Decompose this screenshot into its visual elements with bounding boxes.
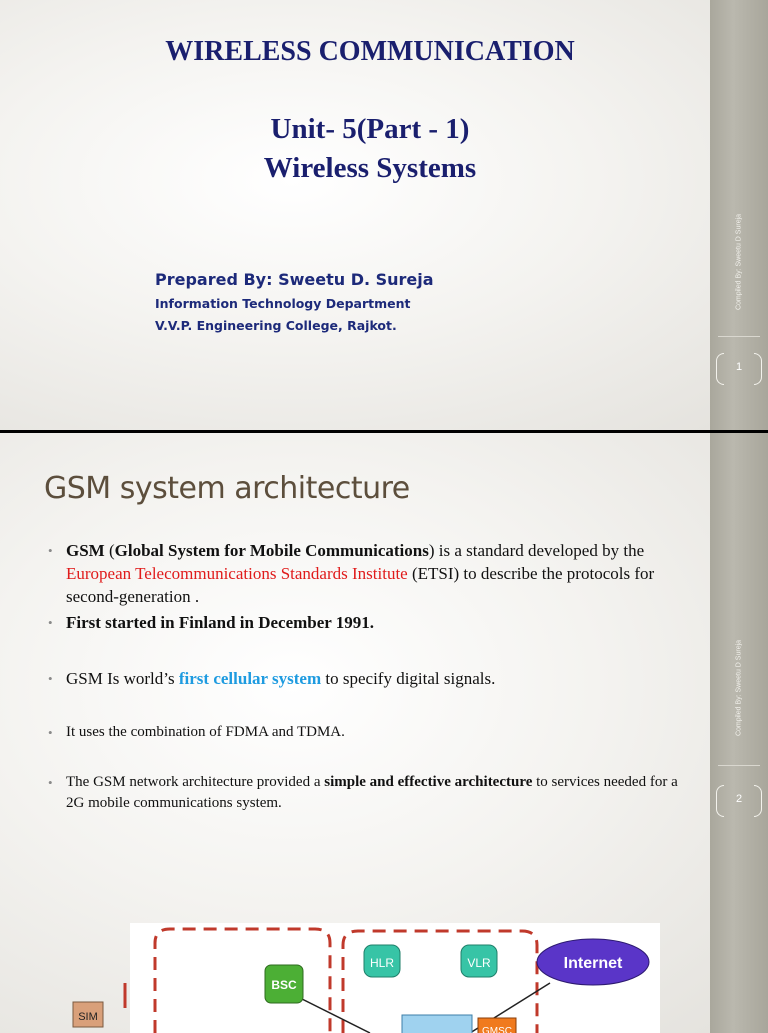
msc-box	[402, 1015, 472, 1033]
slide-sidebar	[710, 433, 768, 1033]
sim-label: SIM	[78, 1011, 98, 1023]
slide-1	[0, 0, 768, 430]
etsi-name: European Telecommunications Standards Institute	[66, 564, 408, 583]
bullet-network-architecture	[48, 772, 678, 814]
gsm-full-name: Global System for Mobile Communications	[114, 541, 429, 560]
definition-text-2: (ETSI) to describe the protocols for second-generation .	[66, 564, 655, 606]
cellular-text-post: to specify digital signals.	[321, 669, 496, 688]
bullet-fdma-tdma	[48, 722, 678, 743]
bullet-gsm-definition	[48, 539, 678, 608]
gmsc-label: GMSC	[482, 1026, 512, 1033]
slide-title: WIRELESS COMMUNICATION	[165, 36, 575, 67]
college: V.V.P. Engineering College, Rajkot.	[155, 318, 397, 333]
compiled-by-label: Compiled By: Sweetu D Sureja	[735, 639, 743, 737]
bullet-dot-icon: •	[48, 725, 53, 740]
sidebar-divider	[718, 765, 760, 766]
fdma-tdma-text: It uses the combination of FDMA and TDMA.	[66, 724, 345, 740]
slide-2	[0, 433, 768, 1033]
slide-title: GSM system architecture	[44, 471, 410, 506]
bsc-label: BSC	[271, 978, 297, 992]
slide-sidebar	[710, 0, 768, 430]
hlr-label: HLR	[369, 956, 395, 970]
architecture-bold: simple and effective architecture	[324, 774, 533, 790]
sidebar-divider	[718, 336, 760, 337]
cellular-text-pre: GSM Is world’s	[66, 669, 179, 688]
first-started-text: First started in Finland in December 1991.	[66, 613, 375, 632]
bullet-first-started	[48, 611, 678, 634]
unit-heading: Unit- 5(Part - 1)	[270, 113, 470, 145]
architecture-text-post: to services needed for a 2G mobile communications system.	[66, 774, 678, 811]
paren-text: (	[104, 541, 115, 560]
compiled-by-label: Compiled By: Sweetu D Sureja	[735, 213, 743, 311]
page-number: 1	[735, 361, 743, 373]
page-number-badge	[716, 353, 762, 385]
definition-text: ) is a standard developed by the	[428, 541, 645, 560]
gsm-term: GSM	[66, 541, 105, 560]
bullet-dot-icon: •	[48, 615, 53, 630]
internet-label: Internet	[563, 955, 623, 972]
first-cellular-highlight: first cellular system	[178, 669, 322, 688]
page-number: 2	[735, 793, 743, 805]
gsm-architecture-diagram	[60, 923, 680, 1033]
prepared-by: Prepared By: Sweetu D. Sureja	[155, 270, 434, 289]
department: Information Technology Department	[155, 296, 411, 311]
bullet-dot-icon: •	[48, 543, 53, 558]
bullet-dot-icon: •	[48, 671, 53, 686]
bullet-first-cellular	[48, 667, 678, 690]
page-number-badge	[716, 785, 762, 817]
slide-subtitle: Wireless Systems	[263, 152, 477, 184]
bullet-dot-icon: •	[48, 775, 53, 790]
architecture-text-pre: The GSM network architecture provided a	[66, 774, 325, 790]
vlr-label: VLR	[467, 956, 491, 970]
